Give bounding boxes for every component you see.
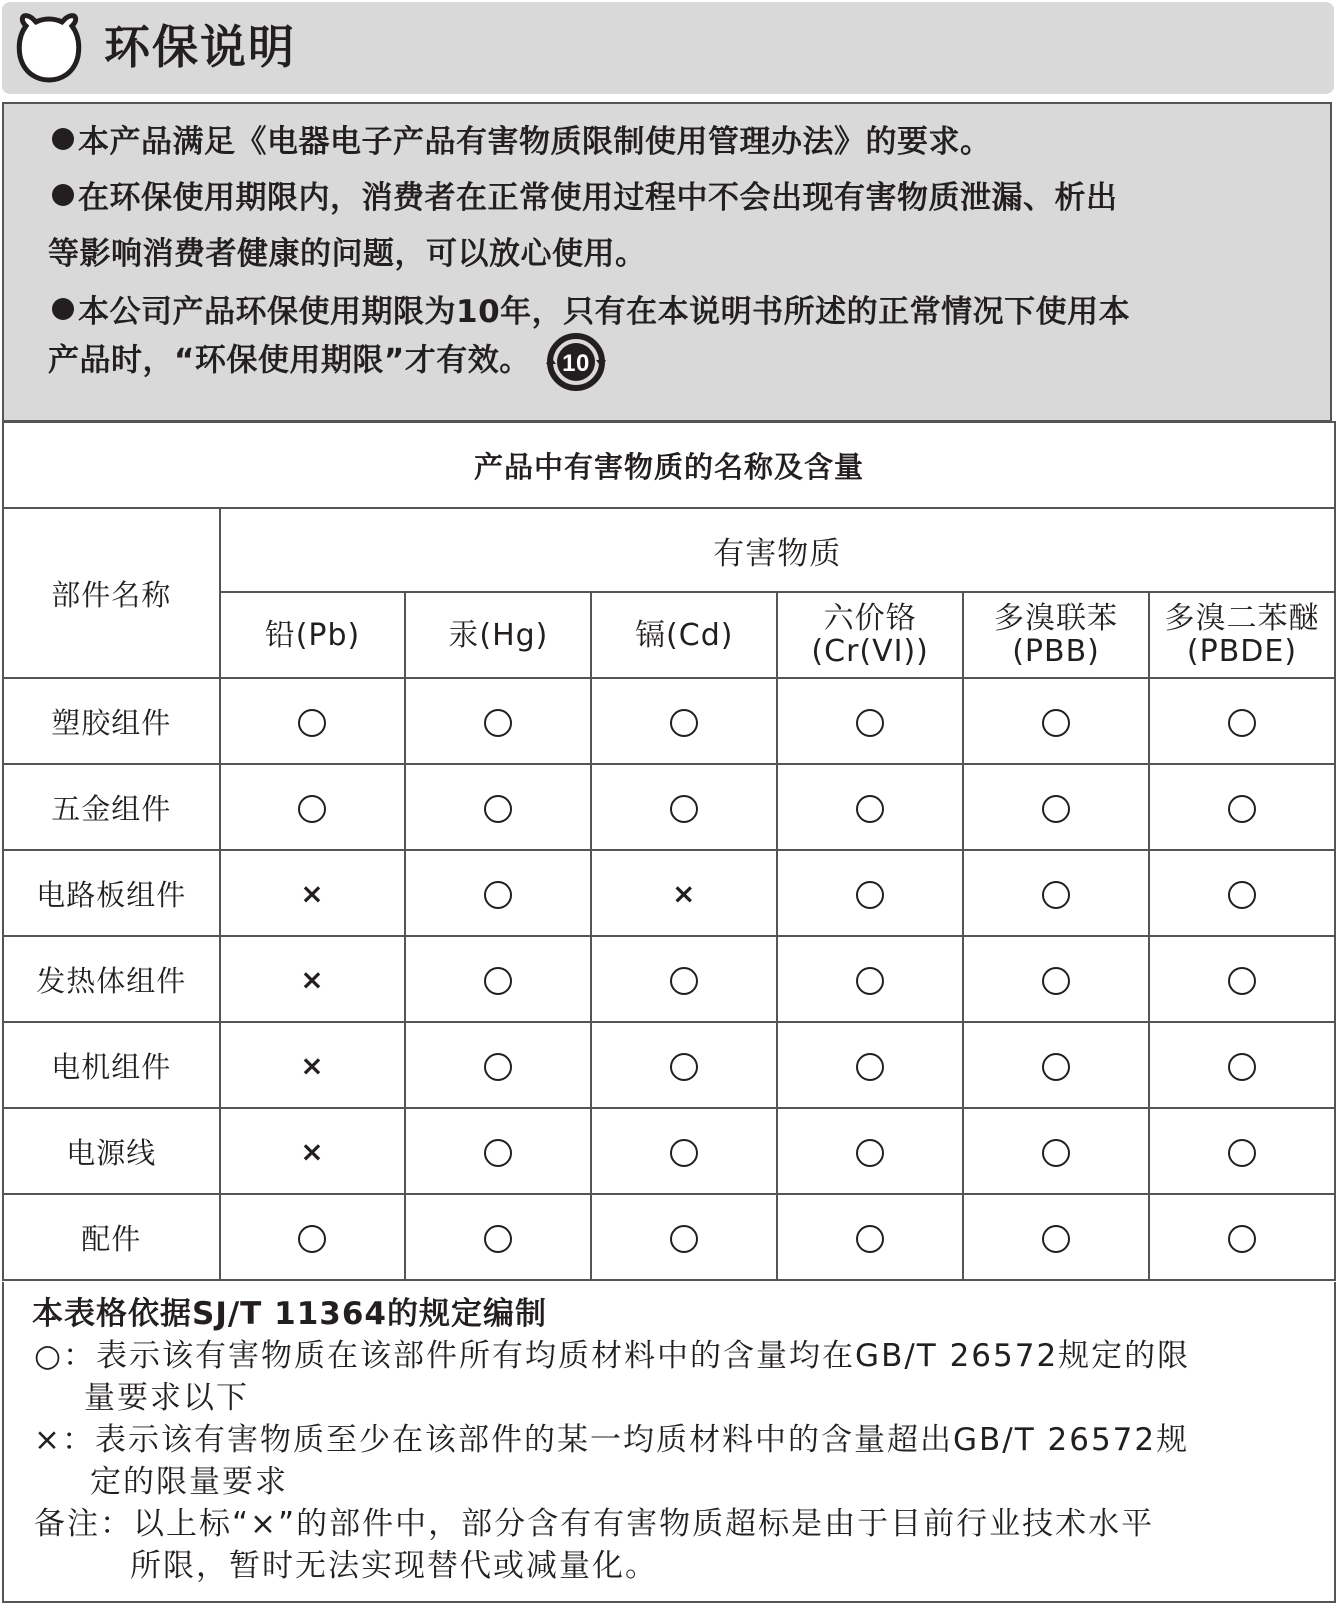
substance-name: 六价铬 xyxy=(823,601,917,636)
intro-line-4: 本公司产品环保使用期限为10年，只有在本说明书所述的正常情况下使用本 xyxy=(52,286,1130,331)
substance-mark-cell xyxy=(220,850,406,936)
intro-line-2: 在环保使用期限内，消费者在正常使用过程中不会出现有害物质泄漏、析出 xyxy=(52,172,1118,217)
substance-mark-cell xyxy=(963,936,1149,1022)
substance-mark-cell xyxy=(1149,1108,1335,1194)
note-circle-line-1: ○：表示该有害物质在该部件所有均质材料中的含量均在GB/T 26572规定的限 xyxy=(34,1338,1191,1374)
substance-mark-cell xyxy=(591,764,777,850)
remark-line-1: 备注：以上标“×”的部件中，部分含有有害物质超标是由于目前行业技术水平 xyxy=(34,1506,1155,1542)
compliant-circle-icon xyxy=(1228,1053,1256,1081)
substance-mark-cell xyxy=(405,1022,591,1108)
substance-mark-cell xyxy=(405,764,591,850)
substance-name: 汞(Hg) xyxy=(448,617,549,653)
substance-mark-cell xyxy=(591,1108,777,1194)
compliant-circle-icon xyxy=(1228,795,1256,823)
compliant-circle-icon xyxy=(856,709,884,737)
exceeds-cross-mark: × xyxy=(300,1048,325,1082)
bullet-icon xyxy=(52,298,74,320)
compliant-circle-icon xyxy=(856,881,884,909)
compliant-circle-icon xyxy=(1042,1225,1070,1253)
substance-mark-cell xyxy=(220,936,406,1022)
exceeds-cross-mark: × xyxy=(300,962,325,996)
substance-mark-cell xyxy=(405,850,591,936)
substance-mark-cell xyxy=(220,1022,406,1108)
table-row xyxy=(3,764,1335,850)
substance-mark-cell xyxy=(777,936,963,1022)
substance-mark-cell xyxy=(591,936,777,1022)
substance-mark-cell xyxy=(777,764,963,850)
intro-line-3: 等影响消费者健康的问题，可以放心使用。 xyxy=(48,236,647,272)
substance-mark-cell xyxy=(220,1108,406,1194)
bullet-icon xyxy=(52,184,74,206)
part-name-cell: 电路板组件 xyxy=(3,850,220,936)
compliant-circle-icon xyxy=(484,1053,512,1081)
compliant-circle-icon xyxy=(1228,709,1256,737)
substance-mark-cell xyxy=(963,678,1149,764)
substance-formula: (PBDE) xyxy=(1186,634,1298,669)
compliant-circle-icon xyxy=(670,1139,698,1167)
substance-header xyxy=(777,592,963,678)
compliant-circle-icon xyxy=(484,1139,512,1167)
table-caption: 产品中有害物质的名称及含量 xyxy=(3,422,1335,508)
note-cross-line-1: ×：表示该有害物质至少在该部件的某一均质材料中的含量超出GB/T 26572规 xyxy=(34,1422,1190,1458)
compliant-circle-icon xyxy=(484,709,512,737)
header-bar xyxy=(2,2,1334,94)
part-name-cell: 配件 xyxy=(3,1194,220,1280)
notes-title: 本表格依据SJ/T 11364的规定编制 xyxy=(32,1296,547,1332)
substance-header xyxy=(1149,592,1335,678)
compliant-circle-icon xyxy=(1228,1225,1256,1253)
page-title: 环保说明 xyxy=(104,20,296,74)
intro-line-5: 产品时，“环保使用期限”才有效。 10 xyxy=(48,330,608,394)
part-name-cell: 电源线 xyxy=(3,1108,220,1194)
note-cross-line-2: 定的限量要求 xyxy=(90,1464,288,1500)
compliant-circle-icon xyxy=(1042,881,1070,909)
compliant-circle-icon xyxy=(670,967,698,995)
compliant-circle-icon xyxy=(670,1053,698,1081)
substance-mark-cell xyxy=(405,678,591,764)
substance-mark-cell xyxy=(405,936,591,1022)
compliant-circle-icon xyxy=(856,1139,884,1167)
part-name-cell: 电机组件 xyxy=(3,1022,220,1108)
substance-name: 多溴二苯醚 xyxy=(1164,601,1320,636)
notes-section xyxy=(2,1282,1336,1603)
remark-line-2: 所限，暂时无法实现替代或减量化。 xyxy=(130,1548,658,1584)
svg-text:10: 10 xyxy=(562,350,590,377)
substance-name: 多溴联苯 xyxy=(994,601,1119,636)
substance-mark-cell xyxy=(405,1108,591,1194)
compliant-circle-icon xyxy=(856,795,884,823)
substance-mark-cell xyxy=(1149,678,1335,764)
substance-mark-cell xyxy=(963,1022,1149,1108)
substance-mark-cell xyxy=(963,764,1149,850)
substance-group-header: 有害物质 xyxy=(220,508,1335,592)
part-name-cell: 五金组件 xyxy=(3,764,220,850)
compliant-circle-icon xyxy=(298,1225,326,1253)
substance-mark-cell xyxy=(777,678,963,764)
substance-formula: (Cr(VI)) xyxy=(811,634,929,669)
substance-mark-cell xyxy=(1149,1022,1335,1108)
compliant-circle-icon xyxy=(1228,967,1256,995)
hazardous-substances-table xyxy=(2,421,1336,1281)
table-row xyxy=(3,1108,1335,1194)
substance-name: 镉(Cd) xyxy=(635,617,734,653)
part-name-cell: 塑胶组件 xyxy=(3,678,220,764)
compliant-circle-icon xyxy=(670,1225,698,1253)
compliant-circle-icon xyxy=(484,1225,512,1253)
exceeds-cross-mark: × xyxy=(300,1134,325,1168)
table-row xyxy=(3,678,1335,764)
substance-mark-cell xyxy=(963,850,1149,936)
compliant-circle-icon xyxy=(1042,709,1070,737)
table-row xyxy=(3,936,1335,1022)
substance-mark-cell xyxy=(777,1194,963,1280)
compliant-circle-icon xyxy=(1042,795,1070,823)
compliant-circle-icon xyxy=(484,881,512,909)
compliant-circle-icon xyxy=(856,1053,884,1081)
compliant-circle-icon xyxy=(1228,1139,1256,1167)
intro-line-1: 本产品满足《电器电子产品有害物质限制使用管理办法》的要求。 xyxy=(52,116,992,161)
substance-header xyxy=(405,592,591,678)
substance-mark-cell xyxy=(1149,1194,1335,1280)
bear-logo-icon xyxy=(16,12,82,84)
table-row xyxy=(3,1194,1335,1280)
substance-mark-cell xyxy=(591,678,777,764)
part-name-cell: 发热体组件 xyxy=(3,936,220,1022)
substance-mark-cell xyxy=(405,1194,591,1280)
compliant-circle-icon xyxy=(670,709,698,737)
substance-mark-cell xyxy=(963,1108,1149,1194)
substance-mark-cell xyxy=(1149,850,1335,936)
substance-mark-cell xyxy=(777,1022,963,1108)
substance-name: 铅(Pb) xyxy=(264,617,361,653)
substance-mark-cell xyxy=(963,1194,1149,1280)
compliant-circle-icon xyxy=(298,795,326,823)
table-row xyxy=(3,850,1335,936)
substance-mark-cell xyxy=(220,678,406,764)
substance-mark-cell xyxy=(591,850,777,936)
compliant-circle-icon xyxy=(856,1225,884,1253)
compliant-circle-icon xyxy=(484,967,512,995)
compliant-circle-icon xyxy=(1228,881,1256,909)
part-name-header: 部件名称 xyxy=(3,508,220,678)
eco-period-10-icon xyxy=(544,330,608,394)
exceeds-cross-mark: × xyxy=(672,876,697,910)
substance-header xyxy=(220,592,406,678)
substance-mark-cell xyxy=(591,1194,777,1280)
bullet-icon xyxy=(52,128,74,150)
substance-mark-cell xyxy=(591,1022,777,1108)
substance-mark-cell xyxy=(220,1194,406,1280)
intro-section xyxy=(2,102,1332,422)
compliant-circle-icon xyxy=(1042,967,1070,995)
substance-formula: (PBB) xyxy=(1012,634,1100,669)
substance-mark-cell xyxy=(1149,936,1335,1022)
note-circle-line-2: 量要求以下 xyxy=(84,1380,249,1416)
table-row xyxy=(3,1022,1335,1108)
compliant-circle-icon xyxy=(670,795,698,823)
substance-header xyxy=(963,592,1149,678)
compliant-circle-icon xyxy=(1042,1053,1070,1081)
substance-mark-cell xyxy=(1149,764,1335,850)
substance-mark-cell xyxy=(220,764,406,850)
substance-header xyxy=(591,592,777,678)
compliant-circle-icon xyxy=(484,795,512,823)
exceeds-cross-mark: × xyxy=(300,876,325,910)
compliant-circle-icon xyxy=(856,967,884,995)
substance-mark-cell xyxy=(777,1108,963,1194)
substance-mark-cell xyxy=(777,850,963,936)
compliant-circle-icon xyxy=(1042,1139,1070,1167)
compliant-circle-icon xyxy=(298,709,326,737)
